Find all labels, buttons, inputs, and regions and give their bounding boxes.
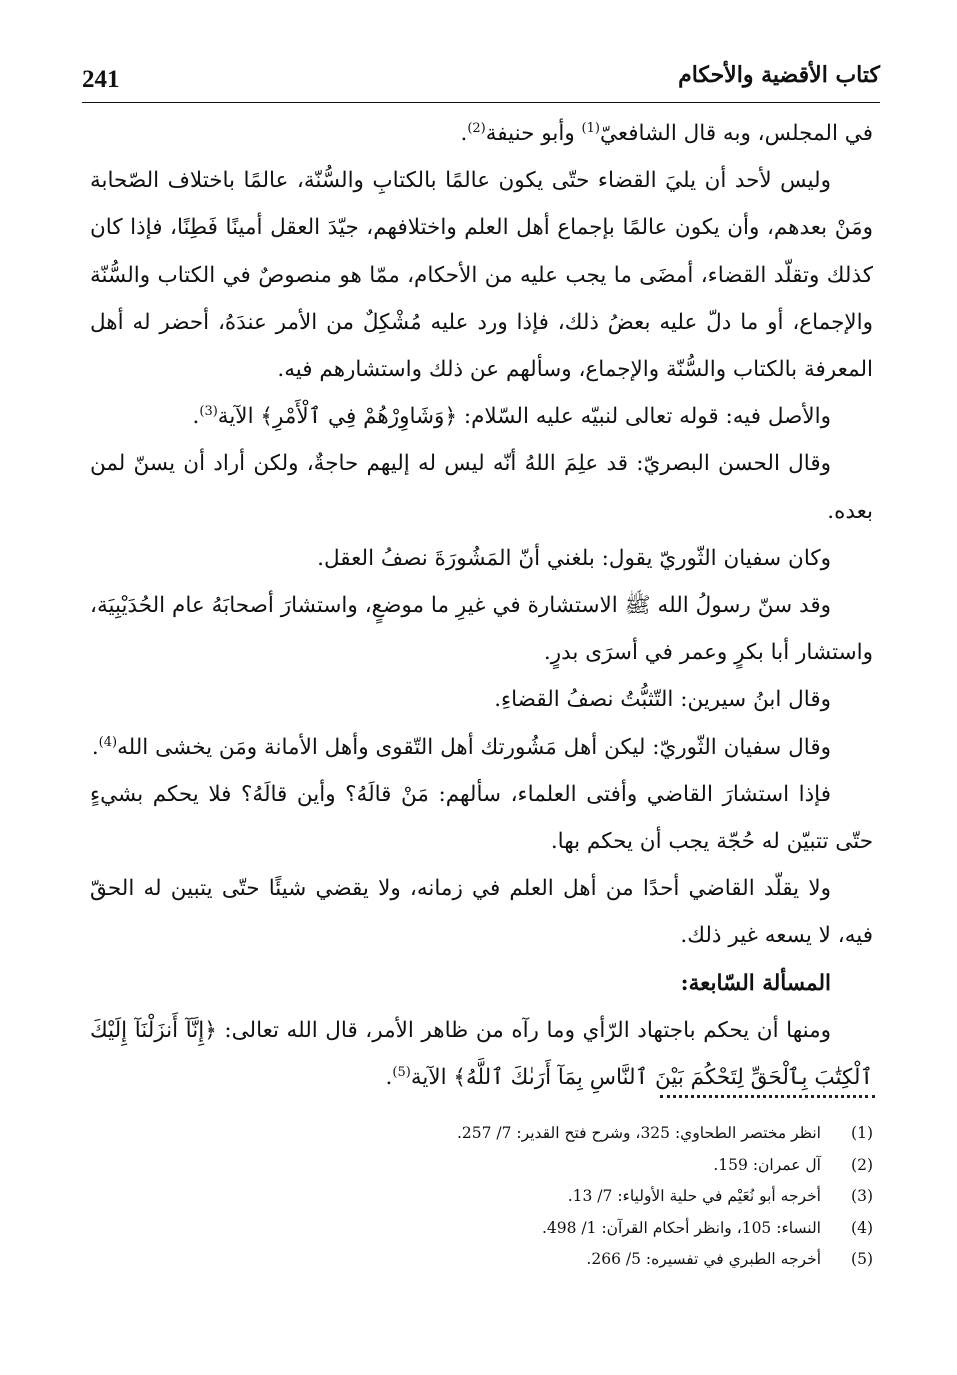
footnote-ref: (4): [98, 734, 118, 750]
paragraph: وقال ابنُ سيرين: التّثبُّتُ نصفُ القضاءِ.: [494, 687, 831, 713]
running-title: كتاب الأقضية والأحكام: [678, 62, 880, 88]
footnote-text: آل عمران: 159.: [713, 1155, 821, 1174]
footnote-number: (3): [851, 1187, 873, 1205]
paragraph: وقال الحسن البصريّ: قد علِمَ اللهُ أنّه ليس له إليهم حاجةٌ، ولكن أراد أن يسنّ لمن بعده.: [90, 451, 873, 524]
paragraph: وليس لأحد أن يليَ القضاء حتّى يكون عالمًا بالكتابِ والسُّنّة، عالمًا باختلاف الصّحابة ومَنْ بعدهم، وأن يكون عالمًا بإجماع أهل العلم واختلافهم، جيّدَ العقل أمينًا فَطِنًا، فإذا كان كذلك وتقلّد القضاء، أمضَى ما يجب عليه من الأحكام، ممّا هو منصوصٌ في الكتاب والسُّنّة والإجماع، أو ما دلّ عليه بعضُ ذلك، فإذا ورد عليه مُشْكِلٌ من الأمر عندَهُ، أحضر له أهل المعرفة بالكتاب والسُّنّة والإجماع، وسألهم عن ذلك واستشارهم فيه.: [90, 168, 873, 383]
footnote-text: أخرجه أبو نُعَيْم في حلية الأولياء: 7/ 13.: [567, 1187, 821, 1205]
paragraph: ومنها أن يحكم باجتهاد الرّأي وما رآه من ظاهر الأمر، قال الله تعالى: ﴿إِنَّآ أَنزَلْنَآ إِلَيْكَ ٱلْكِتَٰبَ بِٱلْحَقِّ لِتَحْكُمَ بَيْنَ ٱلنَّاسِ بِمَآ أَرَىٰكَ ٱللَّهُ﴾ الآية$^{(5)}$.: [90, 1017, 873, 1091]
footnote: [300, 1150, 873, 1182]
footnotes: [300, 1118, 873, 1276]
footnote-number: (1): [851, 1124, 873, 1142]
footnote-number: (2): [851, 1155, 873, 1174]
footnote-ref: (5): [392, 1064, 411, 1080]
page-number: 241: [82, 66, 120, 93]
footnote: [300, 1181, 873, 1213]
footnote-ref: (3): [199, 404, 218, 420]
footnote: [300, 1213, 873, 1245]
footnote-text: أخرجه الطبري في تفسيره: 5/ 266.: [586, 1250, 821, 1268]
paragraph: والأصل فيه: قوله تعالى لنبيّه عليه السّلام: ﴿وَشَاوِرْهُمْ فِي ٱلْأَمْرِ﴾ الآية$^{(3)}$.: [192, 404, 831, 430]
paragraph: فإذا استشارَ القاضي وأفتى العلماء، سألهم: مَنْ قالَهُ؟ وأين قالَهُ؟ فلا يحكم بشيءٍ حتّى تتبيّن له حُجّة يجب أن يحكم بها.: [90, 781, 873, 855]
paragraph: في المجلس، وبه قال الشافعيّ$^{(1)}$ وأبو حنيفة$^{(2)}$.: [460, 120, 873, 146]
footnote-number: (4): [851, 1218, 873, 1237]
footnote-text: النساء: 105، وانظر أحكام القرآن: 1/ 498.: [541, 1218, 821, 1237]
section-heading: المسألة السّابعة:: [680, 970, 831, 996]
footnote-separator: [660, 1095, 875, 1098]
paragraph: وقد سنّ رسولُ الله ﷺ الاستشارة في غيرِ ما موضعٍ، واستشارَ أصحابَهُ عام الحُدَيْبِيَة، واستشار أبا بكرٍ وعمر في أسرَى بدرٍ.: [90, 593, 873, 666]
page-header: [82, 52, 880, 103]
paragraph: وكان سفيان الثّوريّ يقول: بلغني أنّ المَشُورَةَ نصفُ العقل.: [317, 545, 831, 571]
footnote-text: انظر مختصر الطحاوي: 325، وشرح فتح القدير: 7/ 257.: [456, 1124, 821, 1142]
footnote-number: (5): [851, 1250, 873, 1268]
footnote: [300, 1118, 873, 1150]
footnote-ref: (2): [467, 120, 486, 136]
paragraph: ولا يقلّد القاضي أحدًا من أهل العلم في زمانه، ولا يقضي شيئًا حتّى يتبين له الحقّ فيه، لا يسعه غير ذلك.: [90, 876, 873, 949]
paragraph: وقال سفيان الثّوريّ: ليكن أهل مَشُورتك أهل التّقوى وأهل الأمانة ومَن يخشى الله$^{(4)}$.: [91, 734, 831, 760]
footnote: [300, 1244, 873, 1276]
main-text: [90, 110, 873, 1101]
footnote-ref: (1): [581, 120, 600, 136]
